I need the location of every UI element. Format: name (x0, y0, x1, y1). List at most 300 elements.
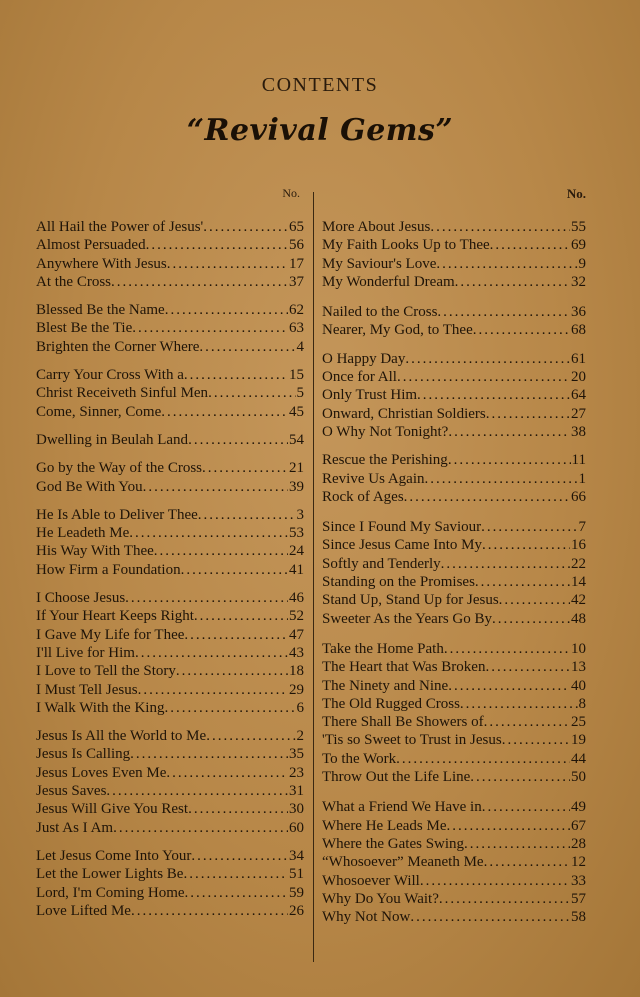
dot-leader (448, 677, 570, 695)
dot-leader (417, 386, 570, 404)
hymn-title: I Choose Jesus (36, 590, 126, 607)
contents-entry[interactable] (322, 872, 586, 890)
hymn-number: 38 (571, 423, 586, 440)
hymn-title: Love Lifted Me (36, 902, 131, 919)
dot-leader (183, 865, 288, 883)
hymn-title: I Walk With the King (36, 699, 165, 716)
hymn-title: He Is Able to Deliver Thee (36, 506, 198, 523)
hymn-title: Jesus Is All the World to Me (36, 728, 207, 745)
hymn-title: Jesus Is Calling (36, 746, 131, 763)
hymn-title: At the Cross (36, 273, 111, 290)
contents-entry[interactable] (36, 478, 304, 496)
hymn-number: 15 (289, 367, 304, 384)
contents-entry[interactable] (322, 303, 586, 321)
hymn-number: 53 (289, 525, 304, 542)
hymn-title: More About Jesus (322, 219, 431, 235)
number-column-label: No. (566, 186, 586, 201)
entry-group (36, 589, 304, 717)
hymn-title: I'll Live for Him (36, 644, 135, 661)
dot-leader (185, 884, 288, 902)
hymn-number: 36 (571, 304, 586, 321)
dot-leader (111, 273, 288, 291)
hymn-title: O Happy Day (322, 350, 406, 367)
dot-leader (176, 662, 288, 680)
contents-entry[interactable] (322, 321, 586, 339)
entry-group (36, 727, 304, 837)
dot-leader (135, 644, 288, 662)
dot-leader (198, 506, 296, 524)
hymn-title: O Why Not Tonight? (322, 423, 449, 440)
hymn-title: I Must Tell Jesus (36, 681, 138, 698)
dot-leader (437, 303, 570, 321)
hymn-title: Jesus Saves (36, 783, 107, 800)
contents-entry[interactable] (36, 626, 304, 644)
contents-entry[interactable] (322, 908, 586, 926)
dot-leader (486, 405, 570, 423)
contents-entry[interactable] (36, 847, 304, 865)
dot-leader (194, 607, 288, 625)
hymn-title: Just As I Am (36, 819, 114, 836)
hymn-number: 42 (571, 592, 586, 609)
hymn-title: Nearer, My God, to Thee (322, 322, 473, 339)
hymn-number: 31 (289, 783, 304, 800)
contents-entry[interactable] (36, 301, 304, 319)
contents-entry[interactable] (36, 319, 304, 337)
hymn-number: 54 (289, 431, 304, 448)
hymn-title: Throw Out the Life Line (322, 769, 471, 786)
contents-entry[interactable] (36, 273, 304, 291)
hymn-number: 37 (289, 273, 304, 290)
contents-entry[interactable] (322, 853, 586, 871)
dot-leader (444, 640, 570, 658)
hymn-title: Rock of Ages (322, 488, 404, 505)
dot-leader (441, 555, 570, 573)
hymn-title: Why Do You Wait? (322, 890, 439, 907)
contents-entry[interactable] (36, 524, 304, 542)
contents-entry[interactable] (36, 542, 304, 560)
contents-entry[interactable] (36, 218, 304, 236)
hymn-title: Standing on the Promises (322, 574, 475, 591)
hymn-title: 'Tis so Sweet to Trust in Jesus (322, 732, 502, 749)
hymn-title: All Hail the Power of Jesus' (36, 219, 204, 235)
contents-entry[interactable] (322, 488, 586, 506)
hymn-number: 43 (289, 644, 304, 661)
hymn-title: Whosoever Will (322, 872, 420, 889)
dot-leader (484, 853, 570, 871)
hymn-number: 26 (289, 902, 304, 919)
dot-leader (165, 301, 288, 319)
dot-leader (146, 236, 288, 254)
entry-group (36, 366, 304, 421)
dot-leader (106, 782, 288, 800)
hymn-number: 61 (571, 350, 586, 367)
contents-entry[interactable] (322, 423, 586, 441)
dot-leader (161, 403, 288, 421)
contents-entry[interactable] (322, 405, 586, 423)
hymn-title: The Ninety and Nine (322, 677, 449, 694)
number-column-label: No. (282, 186, 300, 200)
dot-leader (482, 536, 570, 554)
hymn-title: He Leadeth Me (36, 525, 130, 542)
contents-entry[interactable] (36, 884, 304, 902)
hymn-number: 17 (289, 255, 304, 272)
dot-leader (188, 800, 288, 818)
hymn-number: 6 (296, 699, 304, 716)
contents-entry[interactable] (322, 218, 586, 236)
hymn-number: 22 (571, 555, 586, 572)
contents-entry[interactable] (322, 350, 586, 368)
hymn-title: Sweeter As the Years Go By (322, 610, 492, 627)
dot-leader (154, 542, 288, 560)
dot-leader (206, 727, 295, 745)
dot-leader (460, 695, 578, 713)
contents-entry[interactable] (36, 865, 304, 883)
hymn-title: “Whosoever” Meaneth Me (322, 854, 484, 871)
contents-entry[interactable] (36, 431, 304, 449)
hymn-title: Come, Sinner, Come (36, 403, 162, 420)
contents-entry[interactable] (36, 681, 304, 699)
hymn-title: Brighten the Corner Where (36, 338, 200, 355)
contents-entry[interactable] (322, 610, 586, 628)
dot-leader (396, 750, 570, 768)
hymn-title: Almost Persuaded (36, 237, 146, 254)
dot-leader (191, 847, 288, 865)
dot-leader (475, 573, 570, 591)
dot-leader (184, 626, 288, 644)
dot-leader (166, 764, 288, 782)
contents-entry[interactable] (322, 518, 586, 536)
dot-leader (420, 872, 570, 890)
dot-leader (164, 699, 295, 717)
contents-entry[interactable] (322, 750, 586, 768)
hymn-title: Let Jesus Come Into Your (36, 847, 192, 864)
hymn-number: 39 (289, 478, 304, 495)
hymn-title: God Be With You (36, 478, 143, 495)
dot-leader (410, 908, 570, 926)
dot-leader (404, 488, 570, 506)
contents-entry[interactable] (322, 451, 586, 469)
contents-entry[interactable] (322, 798, 586, 816)
dot-leader (473, 321, 570, 339)
hymn-number: 68 (571, 322, 586, 339)
contents-entry[interactable] (322, 555, 586, 573)
left-column (36, 186, 304, 920)
hymn-title: Rescue the Perishing (322, 452, 448, 469)
contents-entry[interactable] (36, 902, 304, 920)
hymn-title: Go by the Way of the Cross (36, 460, 202, 477)
contents-entry[interactable] (36, 561, 304, 579)
dot-leader (430, 218, 570, 236)
hymn-number: 3 (296, 506, 304, 523)
hymn-number: 58 (571, 909, 586, 926)
hymn-title: Since Jesus Came Into My (322, 537, 482, 554)
hymn-title: Blest Be the Tie (36, 320, 133, 337)
hymn-number: 55 (571, 219, 586, 235)
entry-group (322, 350, 586, 441)
contents-entry[interactable] (322, 768, 586, 786)
hymn-title: Jesus Will Give You Rest (36, 801, 189, 818)
hymn-number: 1 (578, 470, 586, 487)
hymn-number: 52 (289, 608, 304, 625)
hymn-title: Nailed to the Cross (322, 304, 438, 321)
dot-leader (203, 218, 288, 236)
hymn-title: Only Trust Him (322, 387, 418, 404)
contents-entry[interactable] (36, 506, 304, 524)
dot-leader (397, 368, 570, 386)
hymn-number: 30 (289, 801, 304, 818)
dot-leader (129, 524, 288, 542)
hymn-number: 69 (571, 237, 586, 254)
contents-entry[interactable] (322, 386, 586, 404)
hymn-title: Let the Lower Lights Be (36, 866, 184, 883)
hymn-title: Lord, I'm Coming Home (36, 884, 185, 901)
hymn-number: 66 (571, 488, 586, 505)
dot-leader (439, 890, 570, 908)
hymn-number: 51 (289, 866, 304, 883)
hymn-title: His Way With Thee (36, 543, 154, 560)
hymn-title: Where He Leads Me (322, 817, 447, 834)
hymn-number: 46 (289, 590, 304, 607)
contents-entry[interactable] (36, 644, 304, 662)
contents-entry[interactable] (322, 658, 586, 676)
hymn-number: 19 (571, 732, 586, 749)
hymn-number: 40 (571, 677, 586, 694)
dot-leader (485, 658, 570, 676)
dot-leader (113, 819, 288, 837)
contents-entry[interactable] (322, 677, 586, 695)
contents-entry[interactable] (36, 338, 304, 356)
dot-leader (125, 589, 288, 607)
hymn-title: Softly and Tenderly (322, 555, 441, 572)
contents-entry[interactable] (322, 368, 586, 386)
dot-leader (482, 798, 570, 816)
dot-leader (130, 745, 288, 763)
right-groups (322, 218, 586, 926)
hymn-number: 14 (571, 574, 586, 591)
hymn-number: 64 (571, 387, 586, 404)
hymn-number: 47 (289, 626, 304, 643)
hymn-number: 56 (289, 237, 304, 254)
hymn-number: 49 (571, 799, 586, 816)
entry-group (36, 218, 304, 291)
contents-entry[interactable] (36, 699, 304, 717)
contents-entry[interactable] (36, 782, 304, 800)
hymn-number: 67 (571, 817, 586, 834)
contents-entry[interactable] (36, 403, 304, 421)
hymn-number: 12 (571, 854, 586, 871)
dot-leader (188, 431, 288, 449)
hymn-number: 20 (571, 369, 586, 386)
contents-entry[interactable] (322, 713, 586, 731)
hymn-title: My Wonderful Dream (322, 273, 455, 290)
entry-group (36, 459, 304, 496)
hymn-title: Onward, Christian Soldiers (322, 405, 486, 422)
hymn-number: 23 (289, 764, 304, 781)
entry-group (36, 506, 304, 579)
hymn-number: 10 (571, 640, 586, 657)
hymn-title: Dwelling in Beulah Land (36, 431, 189, 448)
hymn-title: Take the Home Path (322, 640, 444, 657)
dot-leader (492, 610, 570, 628)
dot-leader (202, 459, 288, 477)
hymn-title: Revive Us Again (322, 470, 425, 487)
dot-leader (448, 423, 570, 441)
dot-leader (143, 478, 288, 496)
hymn-number: 33 (571, 872, 586, 889)
hymn-number: 62 (289, 302, 304, 319)
hymn-title: Where the Gates Swing (322, 835, 465, 852)
contents-entry[interactable] (322, 817, 586, 835)
hymn-title: How Firm a Foundation (36, 561, 181, 578)
hymn-number: 65 (289, 219, 304, 235)
dot-leader (447, 817, 570, 835)
contents-entry[interactable] (36, 800, 304, 818)
hymn-title: What a Friend We Have in (322, 799, 482, 816)
contents-entry[interactable] (36, 236, 304, 254)
dot-leader (131, 902, 288, 920)
hymn-number: 7 (578, 519, 586, 536)
hymn-number: 34 (289, 847, 304, 864)
dot-leader (405, 350, 570, 368)
entry-group (322, 218, 586, 291)
hymn-number: 50 (571, 769, 586, 786)
dot-leader (502, 731, 570, 749)
dot-leader (448, 451, 571, 469)
dot-leader (455, 273, 570, 291)
dot-leader (199, 338, 295, 356)
contents-entry[interactable] (322, 835, 586, 853)
book-title: “Revival Gems” (186, 113, 454, 148)
hymn-number: 21 (289, 460, 304, 477)
hymn-number: 11 (571, 452, 586, 469)
contents-heading: CONTENTS (261, 74, 379, 96)
hymn-title: The Heart that Was Broken (322, 659, 486, 676)
dot-leader (470, 768, 570, 786)
hymn-number: 5 (296, 385, 304, 402)
contents-entry[interactable] (322, 695, 586, 713)
contents-entry[interactable] (322, 470, 586, 488)
hymn-title: Jesus Loves Even Me (36, 764, 167, 781)
hymn-number: 35 (289, 746, 304, 763)
hymn-number: 57 (571, 890, 586, 907)
hymn-number: 48 (571, 610, 586, 627)
hymn-number: 13 (571, 659, 586, 676)
hymn-number: 60 (289, 819, 304, 836)
hymn-number: 8 (578, 695, 586, 712)
contents-entry[interactable] (322, 640, 586, 658)
contents-entry[interactable] (322, 573, 586, 591)
dot-leader (167, 255, 288, 273)
contents-entry[interactable] (36, 459, 304, 477)
contents-entry[interactable] (322, 236, 586, 254)
contents-entry[interactable] (322, 273, 586, 291)
hymn-number: 16 (571, 537, 586, 554)
contents-entry[interactable] (322, 890, 586, 908)
contents-entry[interactable] (36, 764, 304, 782)
entry-group (322, 451, 586, 506)
hymn-title: Why Not Now (322, 909, 411, 926)
contents-entry[interactable] (322, 536, 586, 554)
entry-group (322, 518, 586, 628)
contents-entry[interactable] (36, 662, 304, 680)
contents-entry[interactable] (36, 255, 304, 273)
entry-group (322, 640, 586, 786)
hymn-title: Christ Receiveth Sinful Men (36, 385, 209, 402)
dot-leader (484, 713, 570, 731)
hymn-number: 25 (571, 714, 586, 731)
hymn-number: 41 (289, 561, 304, 578)
dot-leader (499, 591, 570, 609)
hymn-number: 32 (571, 273, 586, 290)
hymn-number: 45 (289, 403, 304, 420)
hymn-number: 18 (289, 663, 304, 680)
dot-leader (425, 470, 578, 488)
hymn-title: Since I Found My Saviour (322, 519, 482, 536)
hymn-title: Anywhere With Jesus (36, 255, 167, 272)
dot-leader (436, 255, 577, 273)
dot-leader (181, 561, 288, 579)
column-divider (313, 192, 314, 962)
contents-entry[interactable] (322, 591, 586, 609)
hymn-title: If Your Heart Keeps Right (36, 608, 194, 625)
dot-leader (490, 236, 570, 254)
hymn-number: 44 (571, 750, 586, 767)
contents-entry[interactable] (322, 255, 586, 273)
hymn-title: I Love to Tell the Story (36, 663, 176, 680)
dot-leader (184, 366, 288, 384)
hymn-title: I Gave My Life for Thee (36, 626, 185, 643)
entry-group (36, 301, 304, 356)
hymn-number: 2 (296, 728, 304, 745)
contents-entry[interactable] (36, 819, 304, 837)
entry-group (36, 847, 304, 920)
hymn-title: To the Work (322, 750, 397, 767)
contents-entry[interactable] (36, 384, 304, 402)
left-groups (36, 218, 304, 920)
hymn-title: Once for All (322, 369, 397, 386)
hymn-number: 63 (289, 320, 304, 337)
dot-leader (481, 518, 577, 536)
hymn-title: Stand Up, Stand Up for Jesus (322, 592, 499, 609)
hymn-number: 59 (289, 884, 304, 901)
hymn-number: 28 (571, 835, 586, 852)
hymn-number: 4 (296, 338, 304, 355)
hymn-title: The Old Rugged Cross (322, 695, 460, 712)
dot-leader (464, 835, 570, 853)
contents-entry[interactable] (322, 731, 586, 749)
hymn-title: My Faith Looks Up to Thee (322, 237, 490, 254)
contents-entry[interactable] (36, 366, 304, 384)
hymn-title: Carry Your Cross With a (36, 367, 184, 384)
dot-leader (132, 319, 288, 337)
hymn-number: 24 (289, 543, 304, 560)
hymn-title: My Saviour's Love (322, 255, 437, 272)
entry-group (322, 303, 586, 340)
contents-entry[interactable] (36, 607, 304, 625)
hymn-title: There Shall Be Showers of (322, 714, 484, 731)
entry-group (36, 431, 304, 449)
entry-group (322, 798, 586, 926)
dot-leader (138, 681, 288, 699)
right-column (322, 186, 586, 926)
contents-entry[interactable] (36, 589, 304, 607)
contents-entry[interactable] (36, 727, 304, 745)
hymn-title: Blessed Be the Name (36, 302, 165, 319)
contents-entry[interactable] (36, 745, 304, 763)
dot-leader (208, 384, 295, 402)
hymn-number: 9 (578, 255, 586, 272)
hymn-number: 27 (571, 405, 586, 422)
